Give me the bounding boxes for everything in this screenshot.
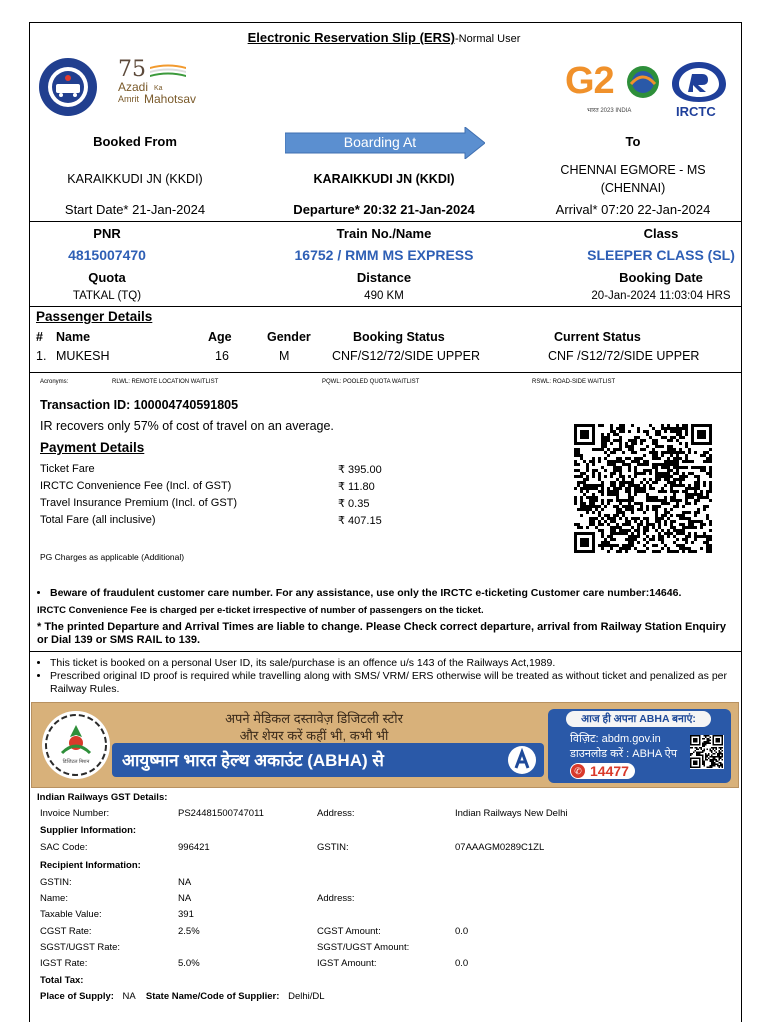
to-station-line1: CHENNAI EGMORE - MS	[560, 163, 706, 177]
helpline-badge[interactable]	[570, 763, 635, 779]
igst-rate-value: 5.0%	[178, 958, 200, 969]
divider	[30, 306, 741, 307]
passenger-number: 1.	[36, 349, 47, 363]
abha-create-pill: आज ही अपना ABHA बनाएं:	[566, 711, 711, 727]
sgst-amount-label: SGST/UGST Amount:	[317, 942, 410, 953]
gstin-value: 07AAAGM0289C1ZL	[455, 842, 545, 853]
ticket-fare-amount: ₹ 395.00	[338, 464, 382, 476]
abha-visit[interactable]: विज़िट: abdm.gov.in	[570, 733, 661, 745]
recipient-gstin-value: NA	[178, 877, 192, 888]
g20-logo	[563, 60, 663, 122]
supplier-title: Supplier Information:	[40, 825, 137, 836]
logo-caption: डिजिटल मिशन	[62, 759, 90, 765]
col-number: #	[36, 330, 43, 344]
insurance-amount: ₹ 0.35	[338, 498, 370, 510]
convenience-fee-amount: ₹ 11.80	[338, 481, 375, 493]
total-fare-amount: ₹ 407.15	[338, 515, 382, 527]
total-fare-label: Total Fare (all inclusive)	[40, 514, 156, 526]
recipient-address-label: Address:	[317, 893, 355, 904]
passenger-booking-status: CNF/S12/72/SIDE UPPER	[332, 349, 480, 363]
recipient-gstin-label: GSTIN:	[40, 877, 72, 888]
ayushman-digital-mission-logo	[40, 709, 112, 781]
igst-amount-value: 0.0	[455, 958, 469, 969]
phone-icon: ✆	[571, 764, 585, 778]
convenience-notice: IRCTC Convenience Fee is charged per e-ticket irrespective of number of passengers on the ticket.	[37, 605, 484, 616]
abha-banner[interactable]	[31, 702, 739, 788]
boarding-at-label: Boarding At	[343, 134, 417, 150]
departure: Departure* 20:32 21-Jan-2024	[293, 202, 475, 217]
acronym-rlwl: RLWL: REMOTE LOCATION WAITLIST	[112, 379, 219, 385]
address-value: Indian Railways New Delhi	[455, 808, 568, 819]
personal-id-notice: • This ticket is booked on a personal User ID, its sale/purchase is an offence u/s 143 of the Railways Act,1989.	[50, 657, 745, 670]
abha-cta-panel[interactable]	[548, 709, 731, 783]
cgst-rate-value: 2.5%	[178, 926, 200, 937]
ticket-fare-label: Ticket Fare	[40, 463, 95, 475]
place-value: NA	[122, 991, 136, 1002]
id-proof-notice: • Prescribed original ID proof is required while travelling along with SMS/ VRM/ ERS otherwise will be treated as without ticket and penalized as per Railway Rules.	[50, 670, 745, 696]
abha-download[interactable]: डाउनलोड करें : ABHA ऐप	[570, 748, 677, 760]
abha-app-icon	[508, 746, 536, 774]
acronym-rswl: RSWL: ROAD-SIDE WAITLIST	[532, 379, 616, 385]
fraud-notice: • Beware of fraudulent customer care number. For any assistance, use only the IRCTC e-ticketing Customer care number:14646.	[50, 587, 750, 600]
azadi-mahotsav: Mahotsav	[144, 92, 197, 106]
booked-from-label: Booked From	[93, 134, 177, 149]
boarding-at-arrow	[285, 127, 485, 159]
igst-rate-label: IGST Rate:	[40, 958, 88, 969]
train-label: Train No./Name	[336, 226, 432, 241]
invoice-label: Invoice Number:	[40, 808, 110, 819]
train-value: 16752 / RMM MS EXPRESS	[294, 247, 474, 263]
place-of-supply-row	[40, 991, 325, 1002]
passenger-details-title: Passenger Details	[36, 309, 153, 324]
acronym-pqwl: PQWL: POOLED QUOTA WAITLIST	[322, 379, 420, 385]
to-label: To	[625, 134, 641, 149]
pnr-label: PNR	[93, 226, 121, 241]
acronyms-label: Acronyms:	[40, 379, 69, 385]
distance-value: 490 KM	[364, 290, 404, 302]
timing-notice: * The printed Departure and Arrival Times are liable to change. Please Check correct departure, arrival from Railway Station Enquiry or Dial 139 or SMS RAIL to 139.	[37, 621, 726, 646]
fraud-notice-list	[36, 587, 750, 600]
boarding-station: KARAIKKUDI JN (KKDI)	[313, 172, 455, 186]
g20-text: G2	[565, 60, 614, 102]
divider	[30, 651, 741, 652]
user-type: -Normal User	[454, 33, 521, 45]
indian-railways-logo	[37, 56, 99, 118]
booking-date-value: 20-Jan-2024 11:03:04 HRS	[591, 290, 731, 302]
cgst-rate-label: CGST Rate:	[40, 926, 92, 937]
pnr-value: 4815007470	[68, 247, 146, 263]
gst-title: Indian Railways GST Details:	[37, 792, 168, 803]
irctc-logo	[668, 60, 730, 122]
recipient-title: Recipient Information:	[40, 860, 141, 871]
invoice-value: PS24481500747011	[178, 808, 264, 819]
col-current-status: Current Status	[554, 330, 641, 344]
distance-label: Distance	[356, 270, 412, 285]
pg-charges-note: PG Charges as applicable (Additional)	[40, 552, 185, 562]
state-value: Delhi/DL	[288, 991, 325, 1002]
address-label: Address:	[317, 808, 355, 819]
azadi-word: Azadi	[118, 80, 149, 94]
cgst-amount-label: CGST Amount:	[317, 926, 381, 937]
col-gender: Gender	[267, 330, 311, 344]
state-label: State Name/Code of Supplier:	[145, 991, 280, 1002]
from-station: KARAIKKUDI JN (KKDI)	[67, 172, 203, 186]
class-value: SLEEPER CLASS (SL)	[587, 247, 735, 263]
abha-main-band	[112, 743, 544, 777]
abha-qr-code	[690, 735, 724, 769]
start-date: Start Date* 21-Jan-2024	[64, 202, 206, 217]
abha-main-text: आयुष्मान भारत हेल्थ अकाउंट (ABHA) से	[122, 751, 384, 770]
abha-hindi-line2: और शेयर करें कहीं भी, कभी भी	[239, 728, 389, 743]
class-label: Class	[643, 226, 679, 241]
transaction-id: Transaction ID: 100004740591805	[40, 398, 239, 412]
booking-date-label: Booking Date	[619, 270, 703, 285]
place-label: Place of Supply:	[40, 991, 114, 1002]
insurance-label: Travel Insurance Premium (Incl. of GST)	[40, 497, 238, 509]
abha-hindi-line1: अपने मेडिकल दस्तावेज़ डिजिटली स्टोर	[225, 711, 403, 726]
cgst-amount-value: 0.0	[455, 926, 469, 937]
divider	[30, 221, 741, 222]
sac-value: 996421	[178, 842, 210, 853]
gstin-label: GSTIN:	[317, 842, 349, 853]
passenger-age: 16	[215, 349, 229, 363]
taxable-value: 391	[178, 909, 194, 920]
col-name: Name	[56, 330, 91, 344]
quota-label: Quota	[88, 270, 126, 285]
quota-value: TATKAL (TQ)	[72, 290, 142, 302]
ers-title: Electronic Reservation Slip (ERS)	[247, 30, 455, 45]
taxable-label: Taxable Value:	[40, 909, 102, 920]
ticket-rules-list	[36, 657, 745, 696]
azadi-number: 75	[118, 57, 146, 82]
sac-label: SAC Code:	[40, 842, 88, 853]
payment-details-title: Payment Details	[40, 440, 145, 455]
recovery-note: IR recovers only 57% of cost of travel on an average.	[40, 419, 334, 433]
col-age: Age	[208, 330, 232, 344]
azadi-ka-amrit-mahotsav-logo	[116, 57, 206, 109]
to-station-line2: (CHENNAI)	[600, 181, 666, 195]
total-tax-label: Total Tax:	[40, 975, 84, 986]
sgst-rate-label: SGST/UGST Rate:	[40, 942, 121, 953]
helpline-number: 14477	[590, 763, 629, 779]
divider	[30, 372, 741, 373]
g20-tagline: भारत 2023 INDIA	[587, 108, 632, 114]
azadi-amrit: Amrit	[118, 94, 139, 104]
azadi-ka: Ka	[154, 85, 163, 92]
col-booking-status: Booking Status	[353, 330, 445, 344]
arrival: Arrival* 07:20 22-Jan-2024	[555, 202, 711, 217]
qr-code	[574, 424, 712, 554]
passenger-name: MUKESH	[56, 349, 110, 363]
irctc-label: IRCTC	[676, 104, 716, 119]
ers-heading	[248, 30, 521, 45]
passenger-gender: M	[279, 349, 290, 363]
recipient-name-label: Name:	[40, 893, 68, 904]
passenger-current-status: CNF /S12/72/SIDE UPPER	[548, 349, 700, 363]
recipient-name-value: NA	[178, 893, 192, 904]
convenience-fee-label: IRCTC Convenience Fee (Incl. of GST)	[40, 480, 232, 492]
igst-amount-label: IGST Amount:	[317, 958, 377, 969]
